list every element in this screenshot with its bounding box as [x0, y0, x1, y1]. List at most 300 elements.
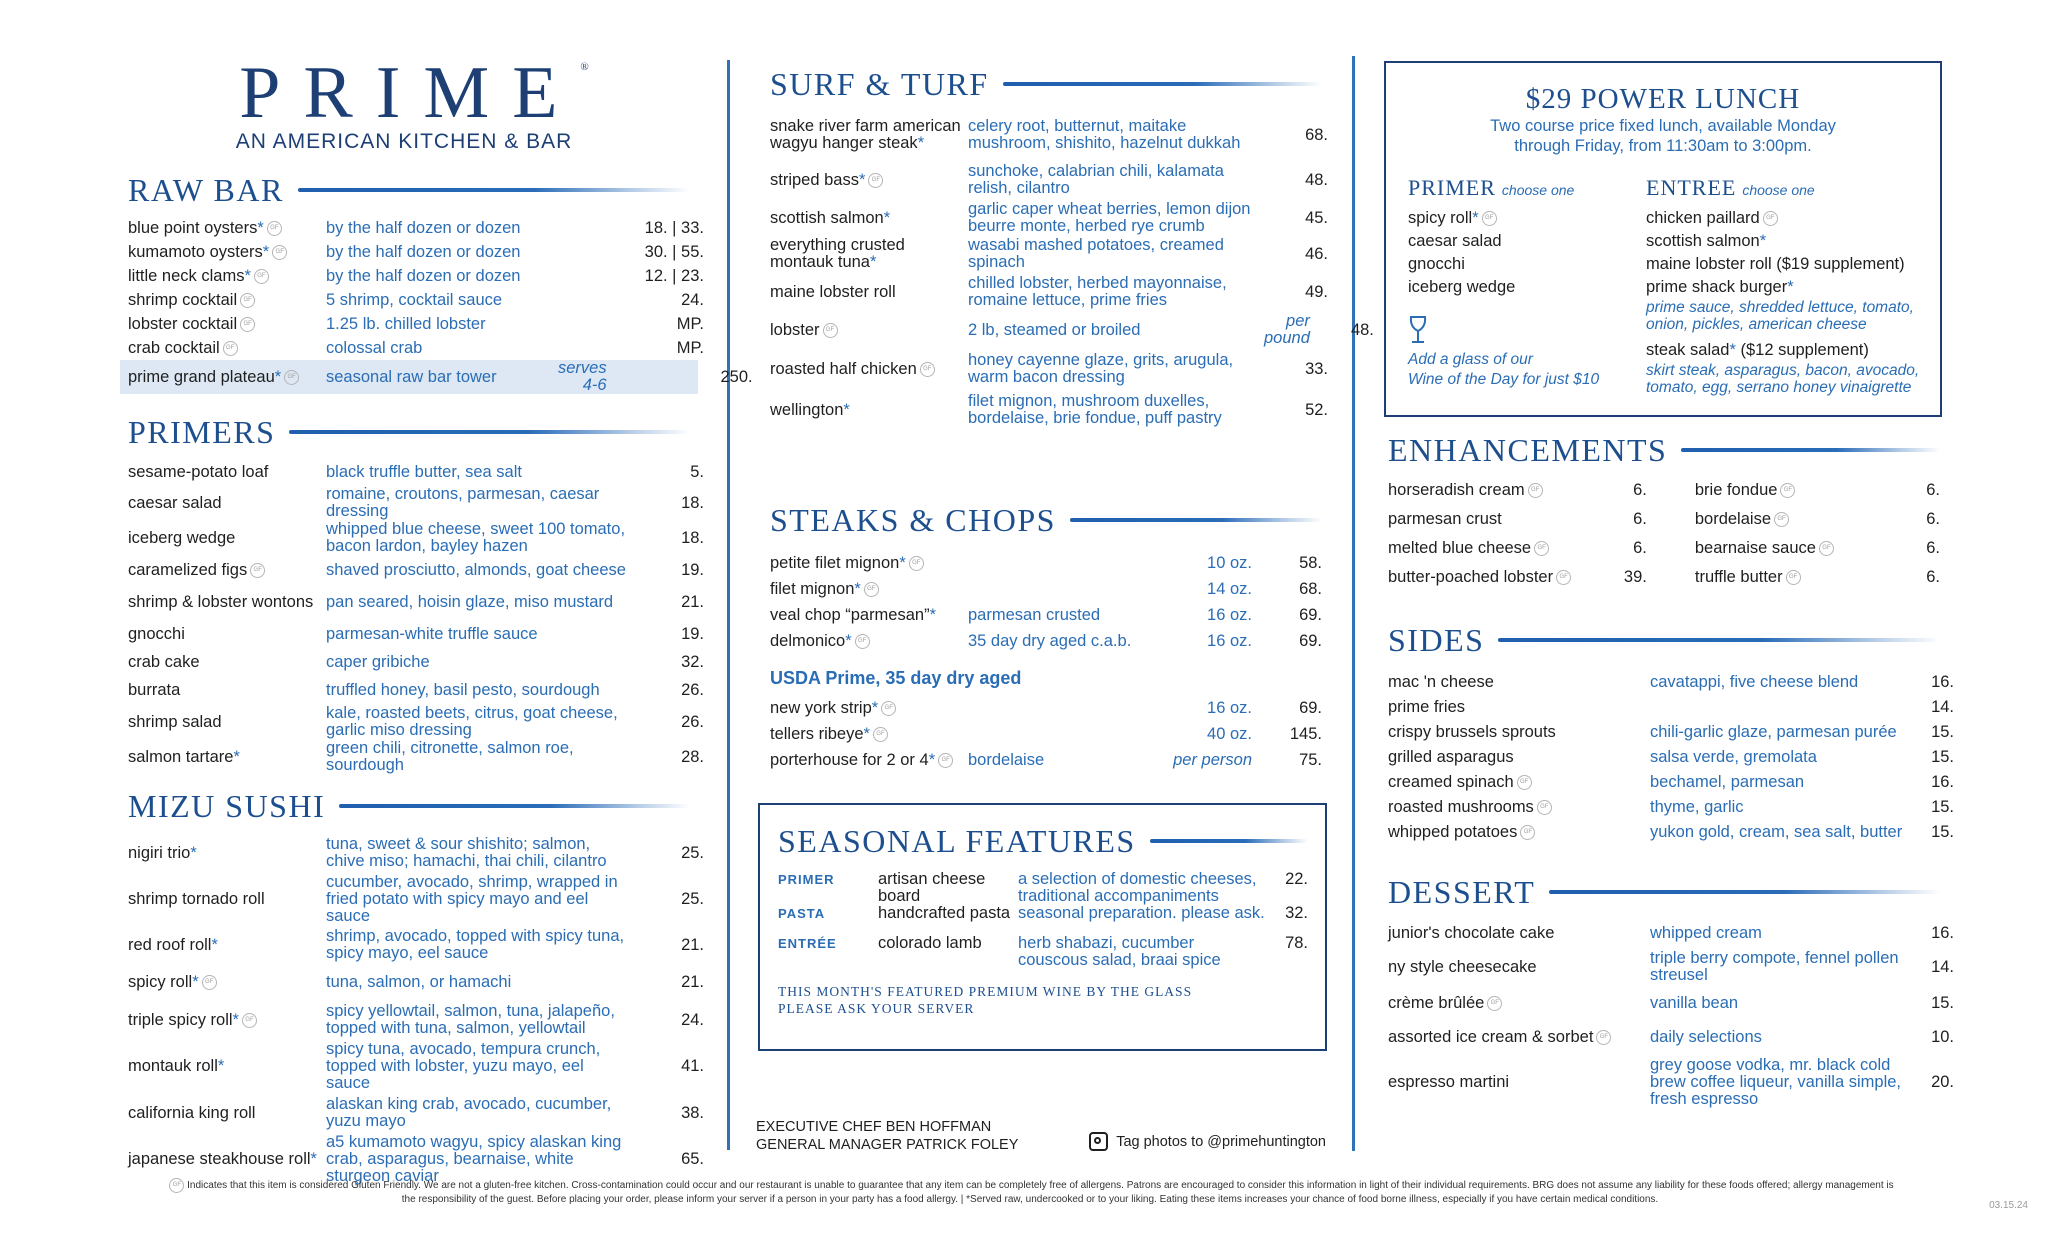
- gluten-friendly-icon: GF: [1528, 483, 1543, 498]
- seasonal-label: PASTA: [778, 906, 826, 921]
- item-price: 6.: [1633, 481, 1647, 499]
- power-lunch-primer-item: spicy roll* GF: [1408, 207, 1638, 230]
- instagram-icon: [1089, 1132, 1108, 1151]
- menu-version-code: 03.15.24: [1989, 1200, 2028, 1211]
- primer-heading: PRIMER choose one: [1408, 175, 1575, 200]
- item-name: everything crusted montauk tuna*: [770, 236, 905, 271]
- item-name: filet mignon* GF: [770, 581, 968, 598]
- primer-row: [128, 704, 704, 740]
- item-price: 16.: [1931, 673, 1954, 691]
- sushi-row: [128, 1040, 704, 1092]
- item-price: 78.: [1285, 934, 1308, 952]
- item-price: 10.: [1931, 1027, 1954, 1046]
- item-description: cavatappi, five cheese blend: [1650, 673, 1859, 691]
- item-price: 24.: [681, 1010, 704, 1029]
- gluten-friendly-icon: GF: [284, 370, 299, 385]
- item-name: shrimp & lobster wontons: [128, 592, 314, 611]
- wine-glass-icon: [1408, 315, 1638, 350]
- item-price: 69.: [1299, 631, 1322, 650]
- brush-stroke: [339, 804, 690, 808]
- item-price: 75.: [1299, 750, 1322, 769]
- item-price: 145.: [1289, 724, 1322, 743]
- sushi-section: [128, 787, 704, 1185]
- steak-row: [770, 550, 1322, 576]
- item-price: 65.: [681, 1150, 704, 1168]
- item-price: 39.: [1623, 568, 1647, 586]
- surf-turf-section: [770, 65, 1374, 430]
- primer-row: [128, 556, 704, 584]
- side-row: [1388, 820, 1954, 845]
- item-price: 58.: [1299, 553, 1322, 572]
- item-price: 38.: [681, 1103, 704, 1122]
- usda-row: [770, 747, 1322, 773]
- surf-turf-row: [770, 160, 1328, 200]
- enhancement-row: [1388, 563, 1647, 592]
- steak-row: [770, 628, 1322, 654]
- seasonal-label: ENTRÉE: [778, 936, 837, 951]
- item-description: filet mignon, mushroom duxelles, bordelaise, brie fondue, puff pastry: [968, 392, 1222, 427]
- side-row: [1388, 695, 1954, 720]
- gluten-friendly-icon: GF: [909, 556, 924, 571]
- item-price: 18. | 33.: [644, 218, 704, 237]
- section-title-steaks-chops: STEAKS & CHOPS: [770, 502, 1322, 538]
- item-name: little neck clams* GF: [128, 268, 326, 285]
- item-price: 32.: [1285, 904, 1308, 922]
- item-name: crispy brussels sprouts: [1388, 723, 1556, 741]
- gluten-friendly-icon: GF: [1534, 541, 1549, 556]
- featured-wine-note: THIS MONTH'S FEATURED PREMIUM WINE BY THE GLASS PLEASE ASK YOUR SERVER: [778, 984, 1193, 1016]
- side-row: [1388, 745, 1954, 770]
- item-price: 18.: [681, 528, 704, 547]
- item-description: 2 lb, steamed or broiled: [968, 320, 1141, 339]
- side-row: [1388, 720, 1954, 745]
- item-name: sesame-potato loaf: [128, 462, 269, 481]
- instagram-tag[interactable]: Tag photos to @primehuntington: [1089, 1132, 1326, 1151]
- item-name: porterhouse for 2 or 4* GF: [770, 752, 968, 769]
- item-price: 15.: [1931, 823, 1954, 841]
- item-name: brie fondue GF: [1695, 482, 1900, 499]
- item-description: skirt steak, asparagus, bacon, avocado, tomato, egg, serrano honey vinaigrette: [1646, 362, 1920, 396]
- side-row: [1388, 795, 1954, 820]
- dessert-row: [1388, 1054, 1954, 1110]
- item-description: honey cayenne glaze, grits, arugula, warm bacon dressing: [968, 351, 1234, 386]
- item-price: 25.: [681, 890, 704, 908]
- power-lunch-line1: Two course price fixed lunch, available Monday: [1490, 117, 1836, 135]
- item-name: scottish salmon*: [770, 208, 891, 227]
- item-price: 52.: [1305, 400, 1328, 419]
- gluten-friendly-icon: GF: [938, 753, 953, 768]
- item-name: burrata: [128, 680, 181, 699]
- item-price: 15.: [1931, 748, 1954, 766]
- column-divider-right: [1352, 56, 1355, 1151]
- gluten-friendly-icon: GF: [169, 1178, 184, 1193]
- item-name: grilled asparagus: [1388, 748, 1514, 766]
- gluten-friendly-icon: GF: [1487, 996, 1502, 1011]
- primer-row: [128, 458, 704, 486]
- item-price: 49.: [1305, 282, 1328, 301]
- item-name: japanese steakhouse roll*: [128, 1150, 317, 1168]
- sides-section: [1388, 621, 1954, 845]
- enhancement-row: [1695, 505, 1940, 534]
- side-row: [1388, 670, 1954, 695]
- power-lunch-entree-item: steak salad* ($12 supplement) skirt steak, asparagus, bacon, avocado, tomato, egg, serrano honey vinaigrette: [1646, 339, 1936, 396]
- item-description: whipped blue cheese, sweet 100 tomato, bacon lardon, bayley hazen: [326, 520, 626, 555]
- item-description: spicy yellowtail, salmon, tuna, jalapeño, topped with tuna, salmon, yellowtail: [326, 1002, 615, 1037]
- steaks-section: [770, 502, 1322, 773]
- item-note: 10 oz.: [1207, 553, 1252, 572]
- dessert-section: [1388, 873, 1954, 1110]
- item-name: veal chop “parmesan”*: [770, 605, 936, 624]
- brush-stroke: [1003, 82, 1322, 86]
- brush-stroke: [1549, 890, 1940, 894]
- power-lunch-primer-item: gnocchi: [1408, 255, 1465, 273]
- item-description: herb shabazi, cucumber couscous salad, braai spice: [1018, 934, 1221, 969]
- item-description: parmesan crusted: [968, 605, 1101, 624]
- side-row: [1388, 770, 1954, 795]
- gluten-friendly-icon: GF: [240, 293, 255, 308]
- item-description: 5 shrimp, cocktail sauce: [326, 290, 503, 309]
- brush-stroke: [1150, 839, 1308, 843]
- item-price: 33.: [1305, 359, 1328, 378]
- item-price: 14.: [1931, 957, 1954, 976]
- item-name: bordelaise GF: [1695, 511, 1900, 528]
- item-price: 18.: [681, 493, 704, 512]
- primer-row: [128, 584, 704, 620]
- item-description: triple berry compote, fennel pollen streusel: [1650, 949, 1899, 984]
- item-name: nigiri trio*: [128, 843, 197, 862]
- gluten-friendly-icon: GF: [1780, 483, 1795, 498]
- gluten-friendly-icon: GF: [873, 727, 888, 742]
- item-name: striped bass* GF: [770, 172, 968, 189]
- item-price: 19.: [681, 624, 704, 643]
- item-name: shrimp tornado roll: [128, 890, 265, 908]
- item-price: 15.: [1931, 798, 1954, 816]
- item-description: seasonal raw bar tower: [326, 367, 497, 386]
- sushi-row: [128, 925, 704, 965]
- item-description: a selection of domestic cheeses, traditional accompaniments: [1018, 870, 1257, 905]
- item-description: thyme, garlic: [1650, 798, 1744, 816]
- item-name: mac 'n cheese: [1388, 673, 1494, 691]
- dessert-row: [1388, 948, 1954, 986]
- raw-bar-row: [128, 288, 704, 312]
- gluten-friendly-icon: GF: [881, 701, 896, 716]
- primer-row: [128, 739, 704, 774]
- item-name: colorado lamb: [878, 934, 982, 952]
- item-price: 6.: [1926, 568, 1940, 586]
- raw-bar-row: [120, 359, 753, 394]
- steak-row: [770, 576, 1322, 602]
- dessert-row: [1388, 918, 1954, 948]
- item-description: black truffle butter, sea salt: [326, 462, 522, 481]
- gluten-friendly-icon: GF: [823, 323, 838, 338]
- gluten-friendly-icon: GF: [1482, 211, 1497, 226]
- seasonal-features-box: [758, 803, 1327, 1051]
- item-name: delmonico* GF: [770, 633, 968, 650]
- column-divider-left: [727, 60, 730, 1150]
- surf-turf-row: [770, 348, 1328, 390]
- surf-turf-row: [770, 272, 1328, 312]
- gluten-friendly-icon: GF: [267, 221, 282, 236]
- item-price: 12. | 23.: [644, 266, 704, 285]
- gluten-friendly-icon: GF: [1596, 1030, 1611, 1045]
- brush-stroke: [1070, 518, 1322, 522]
- gluten-friendly-icon: GF: [855, 634, 870, 649]
- power-lunch-box: [1384, 61, 1942, 417]
- item-price: 14.: [1931, 698, 1954, 716]
- item-price: 32.: [681, 652, 704, 671]
- power-lunch-line2: through Friday, from 11:30am to 3:00pm.: [1514, 137, 1812, 155]
- item-price: 25.: [681, 843, 704, 862]
- item-name: whipped potatoes GF: [1388, 824, 1650, 841]
- enhancement-row: [1388, 534, 1647, 563]
- item-description: 35 day dry aged c.a.b.: [968, 631, 1132, 650]
- item-price: 250.: [720, 367, 753, 386]
- item-price: 15.: [1931, 723, 1954, 741]
- item-description: shrimp, avocado, topped with spicy tuna, spicy mayo, eel sauce: [326, 927, 625, 962]
- item-note: 40 oz.: [1207, 724, 1252, 743]
- item-name: wellington*: [770, 400, 850, 419]
- general-manager: GENERAL MANAGER PATRICK FOLEY: [756, 1137, 1019, 1153]
- primer-row: [128, 676, 704, 704]
- logo: [118, 52, 690, 154]
- seasonal-row: [778, 905, 1308, 935]
- item-name: snake river farm american wagyu hanger steak*: [770, 117, 961, 152]
- item-price: 69.: [1299, 698, 1322, 717]
- primer-row: [128, 485, 704, 520]
- gluten-friendly-icon: GF: [868, 173, 883, 188]
- gluten-friendly-icon: GF: [1763, 211, 1778, 226]
- item-price: 21.: [681, 972, 704, 991]
- item-price: 68.: [1305, 125, 1328, 144]
- item-price: 6.: [1633, 539, 1647, 557]
- gluten-friendly-icon: GF: [242, 1013, 257, 1028]
- item-name: tellers ribeye* GF: [770, 726, 968, 743]
- raw-bar-section: [128, 171, 753, 394]
- power-lunch-title: $29 POWER LUNCH: [1525, 83, 1801, 115]
- dessert-row: [1388, 1020, 1954, 1054]
- item-name: prime grand plateau* GF: [128, 369, 326, 386]
- sushi-row: [128, 999, 704, 1041]
- enhancement-row: [1695, 476, 1940, 505]
- steak-row: [770, 602, 1322, 628]
- gluten-friendly-icon: GF: [1774, 512, 1789, 527]
- wine-of-day-note: Add a glass of our Wine of the Day for just $10: [1408, 351, 1600, 388]
- item-price: MP.: [676, 338, 704, 357]
- gluten-friendly-icon: GF: [1517, 775, 1532, 790]
- item-note: per pound: [1264, 312, 1310, 347]
- dessert-row: [1388, 986, 1954, 1020]
- column-left: [128, 0, 753, 1185]
- power-lunch-entree-item: scottish salmon*: [1646, 232, 1767, 250]
- item-name: roasted half chicken GF: [770, 361, 968, 378]
- brush-stroke: [1498, 638, 1940, 642]
- item-name: horseradish cream GF: [1388, 482, 1607, 499]
- power-lunch-entree-item: maine lobster roll ($19 supplement): [1646, 255, 1905, 273]
- raw-bar-row: [128, 312, 704, 336]
- gluten-friendly-icon: GF: [250, 563, 265, 578]
- surf-turf-row: [770, 110, 1328, 160]
- section-title-seasonal-features: SEASONAL FEATURES: [778, 823, 1308, 859]
- item-name: espresso martini: [1388, 1072, 1510, 1091]
- item-price: 30. | 55.: [644, 242, 704, 261]
- item-description: whipped cream: [1650, 923, 1762, 942]
- item-name: kumamoto oysters* GF: [128, 244, 326, 261]
- usda-row: [770, 695, 1322, 721]
- item-name: new york strip* GF: [770, 700, 968, 717]
- allergen-disclaimer: GF Indicates that this item is considered Gluten Friendly. We are not a gluten-free kitchen. Cross-contamination could occur and our restaurant is unable to guarantee that any item can be completely free of allergens. Patrons are encouraged to consider this information in light of their individual requirements. BRG does not assume any liability for these foods offered; allergy management is the responsibility of the guest. Before placing your order, please inform your server if a person in your party has a food allergy. | *Served raw, undercooked or to your liking. Eating these items increases your chance of food borne illness, especially if you have certain medical conditions.: [140, 1178, 1920, 1207]
- item-description: spicy tuna, avocado, tempura crunch, topped with lobster, yuzu mayo, eel sauce: [326, 1040, 601, 1092]
- item-price: 6.: [1926, 510, 1940, 528]
- item-price: 20.: [1931, 1072, 1954, 1091]
- item-description: romaine, croutons, parmesan, caesar dressing: [326, 485, 600, 520]
- primer-row: [128, 620, 704, 648]
- item-name: caramelized figs GF: [128, 562, 326, 579]
- enhancement-row: [1695, 534, 1940, 563]
- item-description: colossal crab: [326, 338, 423, 357]
- item-description: truffled honey, basil pesto, sourdough: [326, 680, 600, 699]
- item-price: 16.: [1931, 773, 1954, 791]
- item-description: by the half dozen or dozen: [326, 218, 521, 237]
- item-name: handcrafted pasta: [878, 904, 1011, 922]
- item-description: pan seared, hoisin glaze, miso mustard: [326, 592, 614, 611]
- item-description: wasabi mashed potatoes, creamed spinach: [968, 236, 1224, 271]
- raw-bar-row: [128, 336, 704, 360]
- item-name: iceberg wedge: [128, 528, 236, 547]
- item-description: grey goose vodka, mr. black cold brew coffee liqueur, vanilla simple, fresh espresso: [1650, 1055, 1901, 1108]
- seasonal-label: PRIMER: [778, 872, 835, 887]
- item-price: 22.: [1285, 870, 1308, 888]
- brush-stroke: [1681, 448, 1940, 452]
- sushi-row: [128, 832, 704, 874]
- item-name: parmesan crust: [1388, 510, 1502, 528]
- item-name: truffle butter GF: [1695, 569, 1900, 586]
- item-price: 69.: [1299, 605, 1322, 624]
- surf-turf-row: [770, 200, 1328, 236]
- power-lunch-primer-item: iceberg wedge: [1408, 278, 1516, 296]
- gluten-friendly-icon: GF: [272, 245, 287, 260]
- item-price: 45.: [1305, 208, 1328, 227]
- item-name: maine lobster roll: [770, 282, 896, 301]
- section-title-raw-bar: RAW BAR: [128, 172, 690, 208]
- item-description: alaskan king crab, avocado, cucumber, yuzu mayo: [326, 1095, 612, 1130]
- section-title-enhancements: ENHANCEMENTS: [1388, 432, 1940, 468]
- item-description: garlic caper wheat berries, lemon dijon beurre monte, herbed rye crumb: [968, 200, 1251, 235]
- item-description: by the half dozen or dozen: [326, 242, 521, 261]
- item-description: salsa verde, gremolata: [1650, 748, 1817, 766]
- section-title-sides: SIDES: [1388, 622, 1940, 658]
- item-price: 19.: [681, 560, 704, 579]
- item-price: 6.: [1633, 510, 1647, 528]
- item-name: butter-poached lobster GF: [1388, 569, 1607, 586]
- item-price: 48.: [1305, 170, 1328, 189]
- surf-turf-row: [770, 312, 1374, 348]
- item-name: montauk roll*: [128, 1057, 225, 1075]
- power-lunch-primer-column: [1408, 175, 1638, 390]
- enhancement-row: [1695, 563, 1940, 592]
- item-name: junior's chocolate cake: [1388, 923, 1555, 942]
- item-name: prime fries: [1388, 698, 1466, 716]
- raw-bar-row: [128, 216, 704, 240]
- item-note: per person: [1173, 750, 1252, 769]
- item-name: bearnaise sauce GF: [1695, 540, 1900, 557]
- item-price: 21.: [681, 592, 704, 611]
- primer-row: [128, 648, 704, 676]
- item-description: chili-garlic glaze, parmesan purée: [1650, 723, 1897, 741]
- section-title-surf-turf: SURF & TURF: [770, 66, 1322, 102]
- gluten-friendly-icon: GF: [1786, 570, 1801, 585]
- entree-heading: ENTREE choose one: [1646, 175, 1815, 200]
- staff-footer: [756, 1118, 1326, 1154]
- brush-stroke: [289, 430, 690, 434]
- item-name: assorted ice cream & sorbet GF: [1388, 1029, 1650, 1046]
- gluten-friendly-icon: GF: [1537, 800, 1552, 815]
- gluten-friendly-icon: GF: [202, 975, 217, 990]
- power-lunch-primer-item: caesar salad: [1408, 232, 1502, 250]
- logo-tagline: AN AMERICAN KITCHEN & BAR: [235, 130, 573, 153]
- item-name: petite filet mignon* GF: [770, 555, 968, 572]
- executive-chef: EXECUTIVE CHEF BEN HOFFMAN: [756, 1119, 992, 1135]
- item-price: 21.: [681, 935, 704, 954]
- power-lunch-entree-item: prime shack burger* prime sauce, shredded lettuce, tomato, onion, pickles, american cheese: [1646, 276, 1936, 333]
- item-price: 48.: [1350, 320, 1374, 339]
- item-name: salmon tartare*: [128, 747, 240, 766]
- item-name: triple spicy roll* GF: [128, 1012, 326, 1029]
- item-description: chilled lobster, herbed mayonnaise, romaine lettuce, prime fries: [968, 274, 1227, 309]
- item-name: blue point oysters* GF: [128, 220, 326, 237]
- item-price: 16.: [1931, 923, 1954, 942]
- item-description: seasonal preparation. please ask.: [1018, 904, 1265, 922]
- item-price: 41.: [681, 1057, 704, 1075]
- section-title-dessert: DESSERT: [1388, 874, 1940, 910]
- logo-wordmark: PRIME®: [239, 52, 589, 134]
- gluten-friendly-icon: GF: [240, 317, 255, 332]
- enhancements-section: [1388, 432, 1940, 592]
- primers-section: [128, 413, 704, 774]
- section-title-primers: PRIMERS: [128, 414, 690, 450]
- item-description: bordelaise: [968, 750, 1045, 769]
- item-name: caesar salad: [128, 493, 222, 512]
- sushi-row: [128, 1092, 704, 1134]
- item-price: 6.: [1926, 481, 1940, 499]
- item-description: prime sauce, shredded lettuce, tomato, onion, pickles, american cheese: [1646, 299, 1914, 333]
- item-description: tuna, salmon, or hamachi: [326, 972, 512, 991]
- item-note: 16 oz.: [1207, 605, 1252, 624]
- gluten-friendly-icon: GF: [920, 362, 935, 377]
- item-name: gnocchi: [128, 624, 185, 643]
- item-description: vanilla bean: [1650, 993, 1739, 1012]
- item-note: serves 4-6: [558, 359, 607, 394]
- surf-turf-row: [770, 236, 1328, 272]
- item-description: caper gribiche: [326, 652, 430, 671]
- item-name: red roof roll*: [128, 935, 218, 954]
- item-name: melted blue cheese GF: [1388, 540, 1607, 557]
- item-description: green chili, citronette, salmon roe, sourdough: [326, 739, 574, 774]
- item-price: 5.: [690, 462, 704, 481]
- item-name: crème brûlée GF: [1388, 995, 1650, 1012]
- seasonal-row: [778, 935, 1308, 975]
- item-name: ny style cheesecake: [1388, 957, 1537, 976]
- primer-row: [128, 520, 704, 556]
- item-description: tuna, sweet & sour shishito; salmon, chive miso; hamachi, thai chili, cilantro: [326, 835, 607, 870]
- raw-bar-row: [128, 240, 704, 264]
- item-name: creamed spinach GF: [1388, 774, 1650, 791]
- item-price: 46.: [1305, 244, 1328, 263]
- sushi-row: [128, 965, 704, 999]
- item-description: yukon gold, cream, sea salt, butter: [1650, 823, 1903, 841]
- item-name: shrimp cocktail GF: [128, 292, 326, 309]
- item-description: celery root, butternut, maitake mushroom, shishito, hazelnut dukkah: [968, 117, 1241, 152]
- item-price: 24.: [681, 290, 704, 309]
